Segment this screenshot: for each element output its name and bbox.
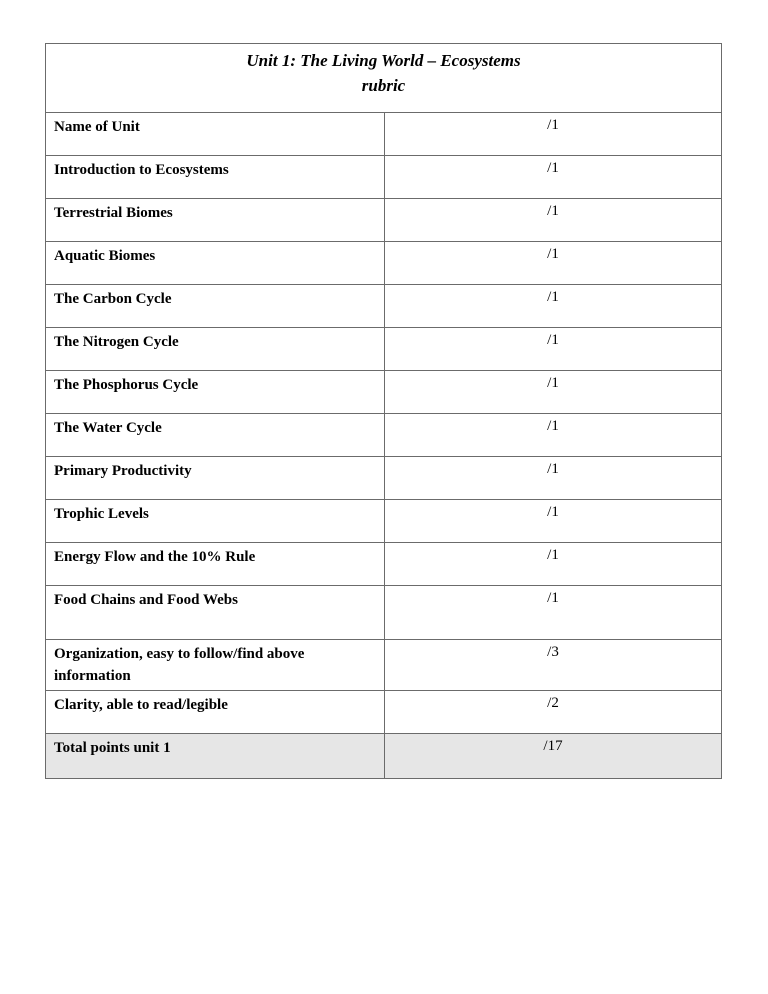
points-value: /1 <box>547 332 559 348</box>
criterion-label: Food Chains and Food Webs <box>46 586 385 639</box>
points-value: /1 <box>547 117 559 133</box>
criterion-label: Energy Flow and the 10% Rule <box>46 543 385 585</box>
total-row <box>46 733 721 778</box>
points-value: /1 <box>547 203 559 219</box>
table-title: Unit 1: The Living World – Ecosystems <box>246 51 521 70</box>
table-row <box>46 327 721 370</box>
criterion-label: Primary Productivity <box>46 457 385 499</box>
points-value: /1 <box>547 590 559 606</box>
table-row <box>46 585 721 639</box>
criterion-label: Organization, easy to follow/find above information <box>46 640 385 690</box>
table-row <box>46 241 721 284</box>
points-value: /1 <box>547 461 559 477</box>
table-row <box>46 112 721 155</box>
table-header-row <box>46 44 721 112</box>
table-row <box>46 284 721 327</box>
points-value: /2 <box>547 694 559 711</box>
points-value: /1 <box>547 375 559 391</box>
points-value: /3 <box>547 644 559 660</box>
criterion-label: Clarity, able to read/legible <box>46 691 385 733</box>
table-row <box>46 155 721 198</box>
table-row <box>46 499 721 542</box>
table-row <box>46 198 721 241</box>
points-value: /1 <box>547 504 559 520</box>
points-value: /1 <box>547 289 559 305</box>
total-points-value: /17 <box>543 737 563 754</box>
table-subtitle: rubric <box>361 75 406 95</box>
table-row <box>46 370 721 413</box>
table-row <box>46 413 721 456</box>
criterion-label: Terrestrial Biomes <box>46 199 385 241</box>
points-value: /1 <box>547 246 559 262</box>
criterion-label: Aquatic Biomes <box>46 242 385 284</box>
rubric-rows <box>46 112 721 733</box>
criterion-label: The Water Cycle <box>46 414 385 456</box>
criterion-label: Name of Unit <box>46 113 385 155</box>
points-value: /1 <box>547 547 559 563</box>
points-value: /1 <box>547 160 559 176</box>
table-row <box>46 639 721 690</box>
rubric-table <box>45 43 722 779</box>
criterion-label: Trophic Levels <box>46 500 385 542</box>
total-label: Total points unit 1 <box>46 734 385 778</box>
points-value: /1 <box>547 418 559 434</box>
table-row <box>46 542 721 585</box>
table-row <box>46 456 721 499</box>
criterion-label: The Nitrogen Cycle <box>46 328 385 370</box>
criterion-label: The Phosphorus Cycle <box>46 371 385 413</box>
criterion-label: The Carbon Cycle <box>46 285 385 327</box>
table-row <box>46 690 721 733</box>
criterion-label: Introduction to Ecosystems <box>46 156 385 198</box>
